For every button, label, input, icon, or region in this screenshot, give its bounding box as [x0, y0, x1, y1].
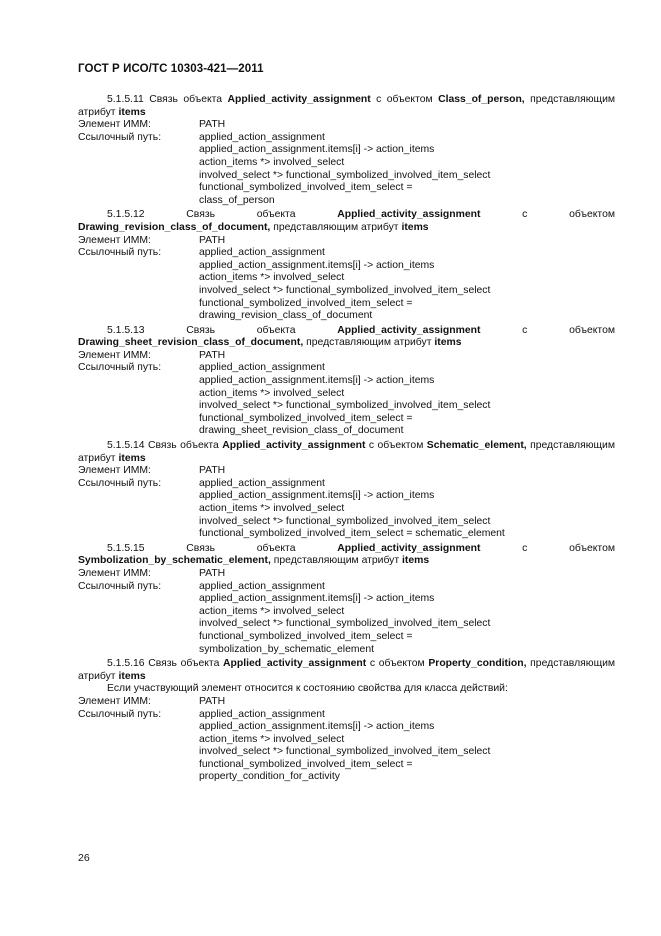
section-5-1-5-12 [78, 209, 615, 322]
element-row: Элемент ИММ: PATH [78, 695, 226, 707]
element-row: Элемент ИММ: PATH [78, 349, 226, 361]
element-row: Элемент ИММ: PATH [78, 567, 226, 579]
path-lines: applied_action_assignment.items[i] -> action_items action_items *> involved_select involved_select *> functional_symbolized_involved_item_select functional_symbolized_involved_item_select = symbolization_by_schematic_element [199, 593, 491, 655]
path-row: Ссылочный путь: applied_action_assignment [78, 247, 325, 259]
path-row: Ссылочный путь: applied_action_assignment [78, 362, 325, 374]
section-5-1-5-15 [78, 543, 615, 656]
document-header: ГОСТ Р ИСО/ТС 10303-421—2011 [78, 63, 264, 75]
section-heading: 5.1.5.15 Связь объекта Applied_activity_assignment с объектом Symbolization_by_schematic_element, представляющим атрибут items [78, 542, 615, 567]
path-row: Ссылочный путь: applied_action_assignment [78, 708, 325, 720]
element-row: Элемент ИММ: PATH [78, 119, 226, 131]
path-lines: applied_action_assignment.items[i] -> action_items action_items *> involved_select involved_select *> functional_symbolized_involved_item_select functional_symbolized_involved_item_select = class_of_person [199, 144, 491, 206]
section-note: Если участвующий элемент относится к состоянию свойства для класса действий: [107, 683, 508, 695]
page-number: 26 [78, 852, 90, 864]
section-heading: 5.1.5.14 Связь объекта Applied_activity_assignment с объектом Schematic_element, представляющим атрибут items [78, 440, 615, 464]
path-row: Ссылочный путь: applied_action_assignment [78, 580, 325, 592]
path-lines: applied_action_assignment.items[i] -> action_items action_items *> involved_select involved_select *> functional_symbolized_involved_item_select functional_symbolized_involved_item_select = property_condition_for_activity [199, 721, 491, 783]
path-lines: applied_action_assignment.items[i] -> action_items action_items *> involved_select involved_select *> functional_symbolized_involved_item_select functional_symbolized_involved_item_select = drawing_sheet_revision_class_of_document [199, 375, 491, 437]
section-heading: 5.1.5.12 Связь объекта Applied_activity_assignment с объектом Drawing_revision_class_of_document, представляющим атрибут items [78, 209, 615, 233]
section-heading: 5.1.5.13 Связь объекта Applied_activity_assignment с объектом Drawing_sheet_revision_class_of_document, представляющим атрибут items [78, 324, 615, 349]
section-5-1-5-16 [78, 658, 615, 784]
element-row: Элемент ИММ: PATH [78, 465, 226, 477]
section-heading: 5.1.5.16 Связь объекта Applied_activity_assignment с объектом Property_condition, представляющим атрибут items [78, 658, 616, 682]
section-5-1-5-14 [78, 440, 615, 541]
section-heading: 5.1.5.11 Связь объекта Applied_activity_assignment с объектом Class_of_person, представляющим атрибут items [78, 94, 616, 118]
section-5-1-5-11 [78, 94, 615, 207]
path-row: Ссылочный путь: applied_action_assignment [78, 131, 325, 143]
path-lines: applied_action_assignment.items[i] -> action_items action_items *> involved_select involved_select *> functional_symbolized_involved_item_select functional_symbolized_involved_item_select = schematic_element [199, 490, 505, 540]
section-5-1-5-13 [78, 325, 615, 438]
element-row: Элемент ИММ: PATH [78, 234, 226, 246]
document-body [78, 94, 615, 786]
path-lines: applied_action_assignment.items[i] -> action_items action_items *> involved_select involved_select *> functional_symbolized_involved_item_select functional_symbolized_involved_item_select = drawing_revision_class_of_document [199, 259, 491, 322]
path-row: Ссылочный путь: applied_action_assignment [78, 477, 325, 489]
